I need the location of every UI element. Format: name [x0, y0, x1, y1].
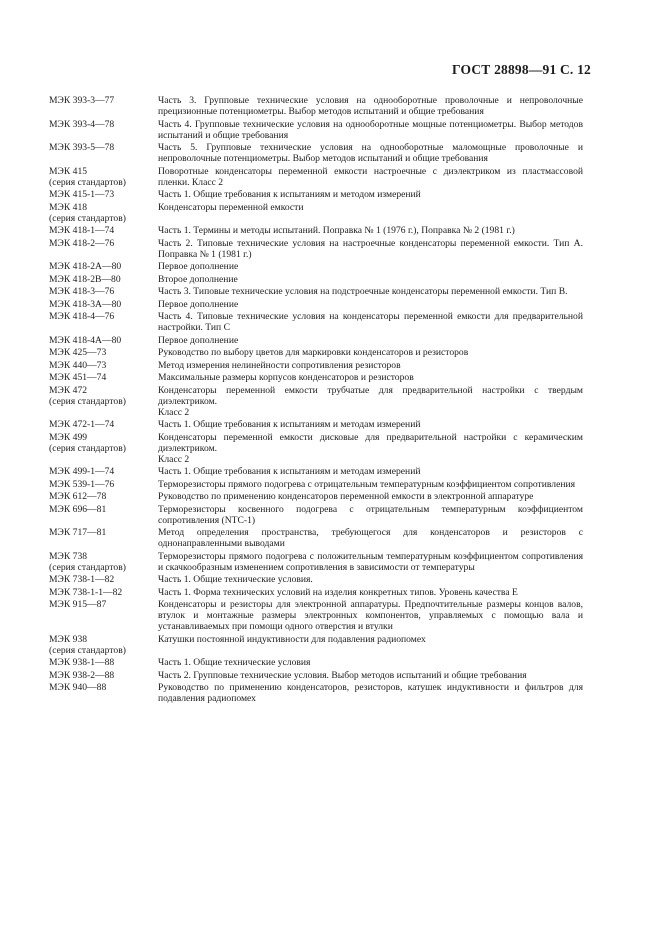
standard-description	[158, 360, 583, 371]
standard-code: МЭК 915—87	[49, 599, 107, 610]
standard-description	[158, 432, 583, 465]
standard-description	[158, 347, 583, 358]
standard-code: МЭК 539-1—76	[49, 478, 115, 490]
standard-row	[49, 189, 583, 200]
standard-row	[49, 119, 583, 141]
description-class: Класс 2	[158, 406, 190, 418]
description-text: Часть 1. Форма технических условий на изделия конкретных типов. Уровень качества Е	[158, 586, 518, 598]
standard-row	[49, 238, 583, 260]
standard-description	[158, 311, 583, 333]
description-class: Класс 2	[158, 453, 190, 465]
description-text: Руководство по применению конденсаторов переменной емкости в электронной аппаратуре	[158, 491, 534, 502]
standard-code: МЭК 418 (серия стандартов)	[49, 201, 126, 224]
standard-row	[49, 166, 583, 188]
standard-description	[158, 261, 583, 272]
standard-description	[158, 657, 583, 668]
standard-code: МЭК 451—74	[49, 372, 107, 383]
standard-description	[158, 599, 583, 632]
description-text: Часть 2. Типовые технические условия на настроечные конденсаторы переменной емкости. Тип А. Поправка № 1 (1981 г.)	[158, 237, 583, 260]
standard-row	[49, 634, 583, 656]
standard-row	[49, 479, 583, 490]
standard-description	[158, 95, 583, 117]
standard-code: МЭК 499 (серия стандартов)	[49, 431, 126, 454]
description-text: Поворотные конденсаторы переменной емкости настроечные с диэлектриком из пластмассовой пленки. Класс 2	[158, 165, 583, 188]
standard-row	[49, 419, 583, 430]
standard-row	[49, 372, 583, 383]
standard-description	[158, 551, 583, 573]
standard-code: МЭК 738-1—82	[49, 574, 115, 585]
standard-row	[49, 335, 583, 346]
description-text: Часть 1. Общие технические условия	[158, 657, 311, 668]
standard-description	[158, 574, 583, 585]
standard-row	[49, 261, 583, 272]
standard-description	[158, 385, 583, 418]
standard-code: МЭК 738 (серия стандартов)	[49, 550, 126, 573]
standard-description	[158, 202, 583, 224]
description-text: Второе дополнение	[158, 273, 238, 285]
standard-code: МЭК 696—81	[49, 503, 107, 515]
standard-code: МЭК 440—73	[49, 359, 107, 371]
standard-description	[158, 299, 583, 310]
standard-row	[49, 347, 583, 358]
description-text: Часть 1. Общие технические условия.	[158, 574, 313, 585]
standard-row	[49, 551, 583, 573]
description-text: Конденсаторы и резисторы для электронной аппаратуры. Предпочтительные размеры концов валов, втулок и монтажные размеры электронных компонентов, управляемых с помощью вала и устанавливаемых при помощи одного отверстия и втулки	[158, 599, 583, 632]
standard-row	[49, 432, 583, 465]
page-header: ГОСТ 28898—91 С. 12	[452, 62, 591, 77]
description-text: Метод измерения нелинейности сопротивления резисторов	[158, 359, 401, 371]
standard-row	[49, 142, 583, 164]
description-text: Конденсаторы переменной емкости	[158, 201, 304, 213]
standard-description	[158, 479, 583, 490]
standard-code: МЭК 472 (серия стандартов)	[49, 384, 126, 407]
standard-code: МЭК 418-4А—80	[49, 334, 122, 346]
description-text: Часть 2. Групповые технические условия. Выбор методов испытаний и общие требования	[158, 669, 527, 681]
standard-description	[158, 274, 583, 285]
description-text: Терморезисторы косвенного подогрева с отрицательным температурным коэффициентом сопротивления (NTC-1)	[158, 503, 583, 526]
standard-description	[158, 491, 583, 502]
standard-description	[158, 335, 583, 346]
standard-description	[158, 238, 583, 260]
standard-row	[49, 670, 583, 681]
standard-description	[158, 225, 583, 236]
description-text: Терморезисторы прямого подогрева с отрицательным температурным коэффициентом сопротивления	[158, 478, 576, 490]
standard-code: МЭК 415 (серия стандартов)	[49, 165, 126, 188]
standard-code: МЭК 418-2—76	[49, 237, 115, 249]
standard-row	[49, 299, 583, 310]
standard-code: МЭК 425—73	[49, 347, 107, 358]
description-text: Часть 4. Типовые технические условия на конденсаторы переменной емкости для предварительной настройки. Тип С	[158, 311, 583, 333]
standard-row	[49, 599, 583, 632]
standard-row	[49, 385, 583, 418]
standard-code: МЭК 415-1—73	[49, 189, 115, 200]
standard-code: МЭК 418-3—76	[49, 286, 115, 297]
standard-description	[158, 286, 583, 297]
description-text: Терморезисторы прямого подогрева с положительным температурным коэффициентом сопротивления и скачкообразным изменением сопротивления в зависимости от температуры	[158, 550, 583, 573]
standard-row	[49, 95, 583, 117]
description-text: Часть 1. Термины и методы испытаний. Поправка № 1 (1976 г.), Поправка № 2 (1981 г.)	[158, 225, 515, 236]
standard-description	[158, 372, 583, 383]
standard-row	[49, 286, 583, 297]
standard-code: МЭК 472-1—74	[49, 419, 115, 430]
description-text: Часть 1. Общие требования к испытаниям и методом измерений	[158, 189, 421, 200]
standard-row	[49, 574, 583, 585]
standard-code: МЭК 418-3А—80	[49, 298, 122, 310]
standard-code: МЭК 612—78	[49, 491, 107, 502]
standard-row	[49, 202, 583, 224]
standard-code: МЭК 418-2В—80	[49, 273, 121, 285]
description-text: Катушки постоянной индуктивности для подавления радиопомех	[158, 633, 426, 645]
standard-description	[158, 527, 583, 549]
description-text: Часть 3. Типовые технические условия на подстроечные конденсаторы переменной емкости. Тип В.	[158, 286, 568, 297]
standard-code: МЭК 938 (серия стандартов)	[49, 633, 126, 656]
standard-row	[49, 682, 583, 704]
standard-description	[158, 166, 583, 188]
standard-description	[158, 142, 583, 164]
standard-description	[158, 634, 583, 656]
standard-code: МЭК 418-4—76	[49, 311, 115, 322]
description-text: Первое дополнение	[158, 334, 239, 346]
description-text: Часть 5. Групповые технические условия на однооборотные маломощные проволочные и непроволочные потенциометры. Выбор методов испытаний и общие требования	[158, 142, 583, 164]
standard-description	[158, 587, 583, 598]
description-text: Конденсаторы переменной емкости трубчатые для предварительной настройки с твердым диэлектриком.	[158, 384, 583, 407]
description-text: Первое дополнение	[158, 261, 239, 272]
standard-code: МЭК 499-1—74	[49, 466, 115, 477]
description-text: Часть 4. Групповые технические условия на однооборотные мощные потенциометры. Выбор методов испытаний и общие требования	[158, 118, 583, 141]
standard-row	[49, 657, 583, 668]
standard-code: МЭК 940—88	[49, 682, 107, 693]
standard-description	[158, 466, 583, 477]
standard-row	[49, 527, 583, 549]
standard-row	[49, 491, 583, 502]
standard-row	[49, 360, 583, 371]
description-text: Первое дополнение	[158, 298, 239, 310]
description-text: Часть 1. Общие требования к испытаниям и методам измерений	[158, 466, 421, 477]
standard-code: МЭК 393-5—78	[49, 142, 115, 153]
standard-row	[49, 311, 583, 333]
description-text: Часть 3. Групповые технические условия на однооборотные проволочные и непроволочные прецизионные потенциометры. Выбор методов испытаний и общие требования	[158, 95, 583, 117]
standard-code: МЭК 418-1—74	[49, 225, 115, 236]
description-text: Часть 1. Общие требования к испытаниям и методам измерений	[158, 419, 421, 430]
standard-description	[158, 670, 583, 681]
standard-description	[158, 504, 583, 526]
standard-code: МЭК 717—81	[49, 527, 107, 538]
standard-code: МЭК 738-1-1—82	[49, 586, 123, 598]
standard-description	[158, 119, 583, 141]
standard-code: МЭК 938-1—88	[49, 657, 115, 668]
standard-code: МЭК 938-2—88	[49, 669, 115, 681]
description-text: Метод определения пространства, требующегося для конденсаторов и резисторов с однонаправленными выводами	[158, 527, 583, 549]
standard-row	[49, 587, 583, 598]
standards-list	[49, 95, 583, 706]
standard-code: МЭК 393-4—78	[49, 118, 115, 130]
description-text: Конденсаторы переменной емкости дисковые для предварительной настройки с керамическим диэлектриком.	[158, 431, 583, 454]
standard-description	[158, 419, 583, 430]
description-text: Максимальные размеры корпусов конденсаторов и резисторов	[158, 372, 414, 383]
standard-row	[49, 225, 583, 236]
standard-row	[49, 274, 583, 285]
standard-row	[49, 466, 583, 477]
standard-description	[158, 682, 583, 704]
description-text: Руководство по применению конденсаторов, резисторов, катушек индуктивности и фильтров для подавления радиопомех	[158, 682, 583, 704]
standard-code: МЭК 418-2А—80	[49, 261, 122, 272]
standard-row	[49, 504, 583, 526]
standard-code: МЭК 393-3—77	[49, 95, 115, 106]
description-text: Руководство по выбору цветов для маркировки конденсаторов и резисторов	[158, 347, 469, 358]
standard-description	[158, 189, 583, 200]
